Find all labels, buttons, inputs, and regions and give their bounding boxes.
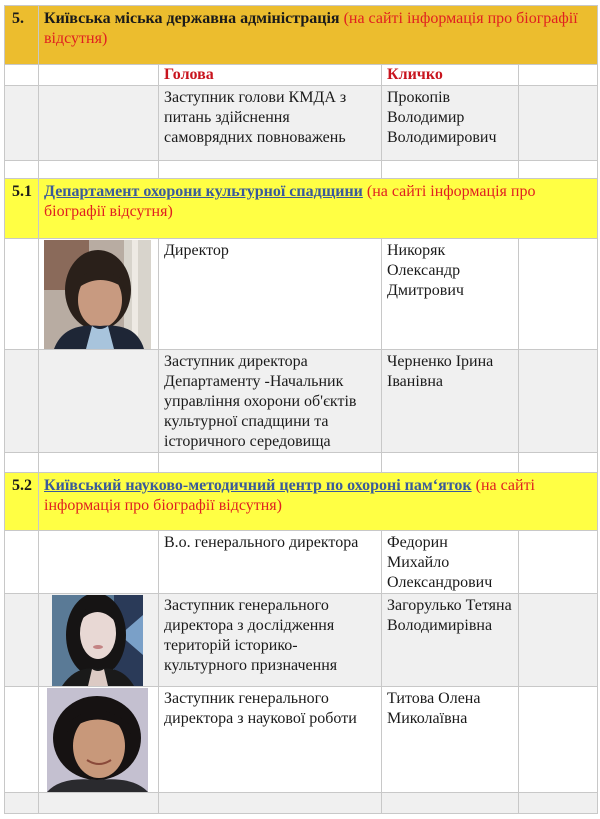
section-header-row (5, 6, 598, 65)
section-header-row (5, 473, 598, 531)
name-cell: Кличко (382, 65, 519, 86)
name-cell: Титова Олена Миколаївна (382, 687, 519, 793)
position-cell: Голова (159, 65, 382, 86)
section-title: Київська міська державна адміністрація (44, 10, 340, 27)
position-cell: Заступник генерального директора з наукової роботи (159, 687, 382, 793)
position-cell: Заступник директора Департаменту -Начальник управління охорони об'єктів культурної спадщини та історичного середовища (159, 350, 382, 453)
name-cell: Федорин Михайло Олександрович (382, 531, 519, 594)
empty-row (5, 161, 598, 179)
document-page (4, 5, 597, 814)
position-cell: В.о. генерального директора (159, 531, 382, 594)
position-cell: Директор (159, 239, 382, 350)
section-title-cell (39, 6, 598, 65)
position-cell: Заступник голови КМДА з питань здійснення самоврядних повноважень (159, 86, 382, 161)
male-portrait-photo (44, 240, 151, 349)
section-number: 5. (5, 6, 39, 65)
section-number: 5.1 (5, 179, 39, 239)
table-row (5, 239, 598, 350)
table-row (5, 65, 598, 86)
female-portrait-photo (52, 595, 143, 686)
section-note: (на сайті інформація про біографії відсутня) (44, 477, 535, 514)
female-portrait-photo (47, 688, 148, 792)
empty-row (5, 793, 598, 814)
table-row (5, 350, 598, 453)
section-number: 5.2 (5, 473, 39, 531)
table-row (5, 594, 598, 687)
section-header-row (5, 179, 598, 239)
name-cell: Прокопів Володимир Володимирович (382, 86, 519, 161)
empty-row (5, 453, 598, 473)
table-row (5, 531, 598, 594)
table-row (5, 687, 598, 793)
section-link[interactable]: Департамент охорони культурної спадщини (44, 183, 363, 200)
position-cell: Заступник генерального директора з дослідження територій історико-культурного призначення (159, 594, 382, 687)
table-row (5, 86, 598, 161)
section-title-cell (39, 179, 598, 239)
name-cell: Загорулько Тетяна Володимирівна (382, 594, 519, 687)
officials-table (4, 5, 598, 814)
section-note: (на сайті інформація про біографії відсутня) (44, 10, 578, 47)
section-title-cell (39, 473, 598, 531)
section-link[interactable]: Київський науково-методичний центр по охороні пам‘яток (44, 477, 472, 494)
section-note: (на сайті інформація про біографії відсутня) (44, 183, 536, 220)
name-cell: Черненко Ірина Іванівна (382, 350, 519, 453)
name-cell: Никоряк Олександр Дмитрович (382, 239, 519, 350)
